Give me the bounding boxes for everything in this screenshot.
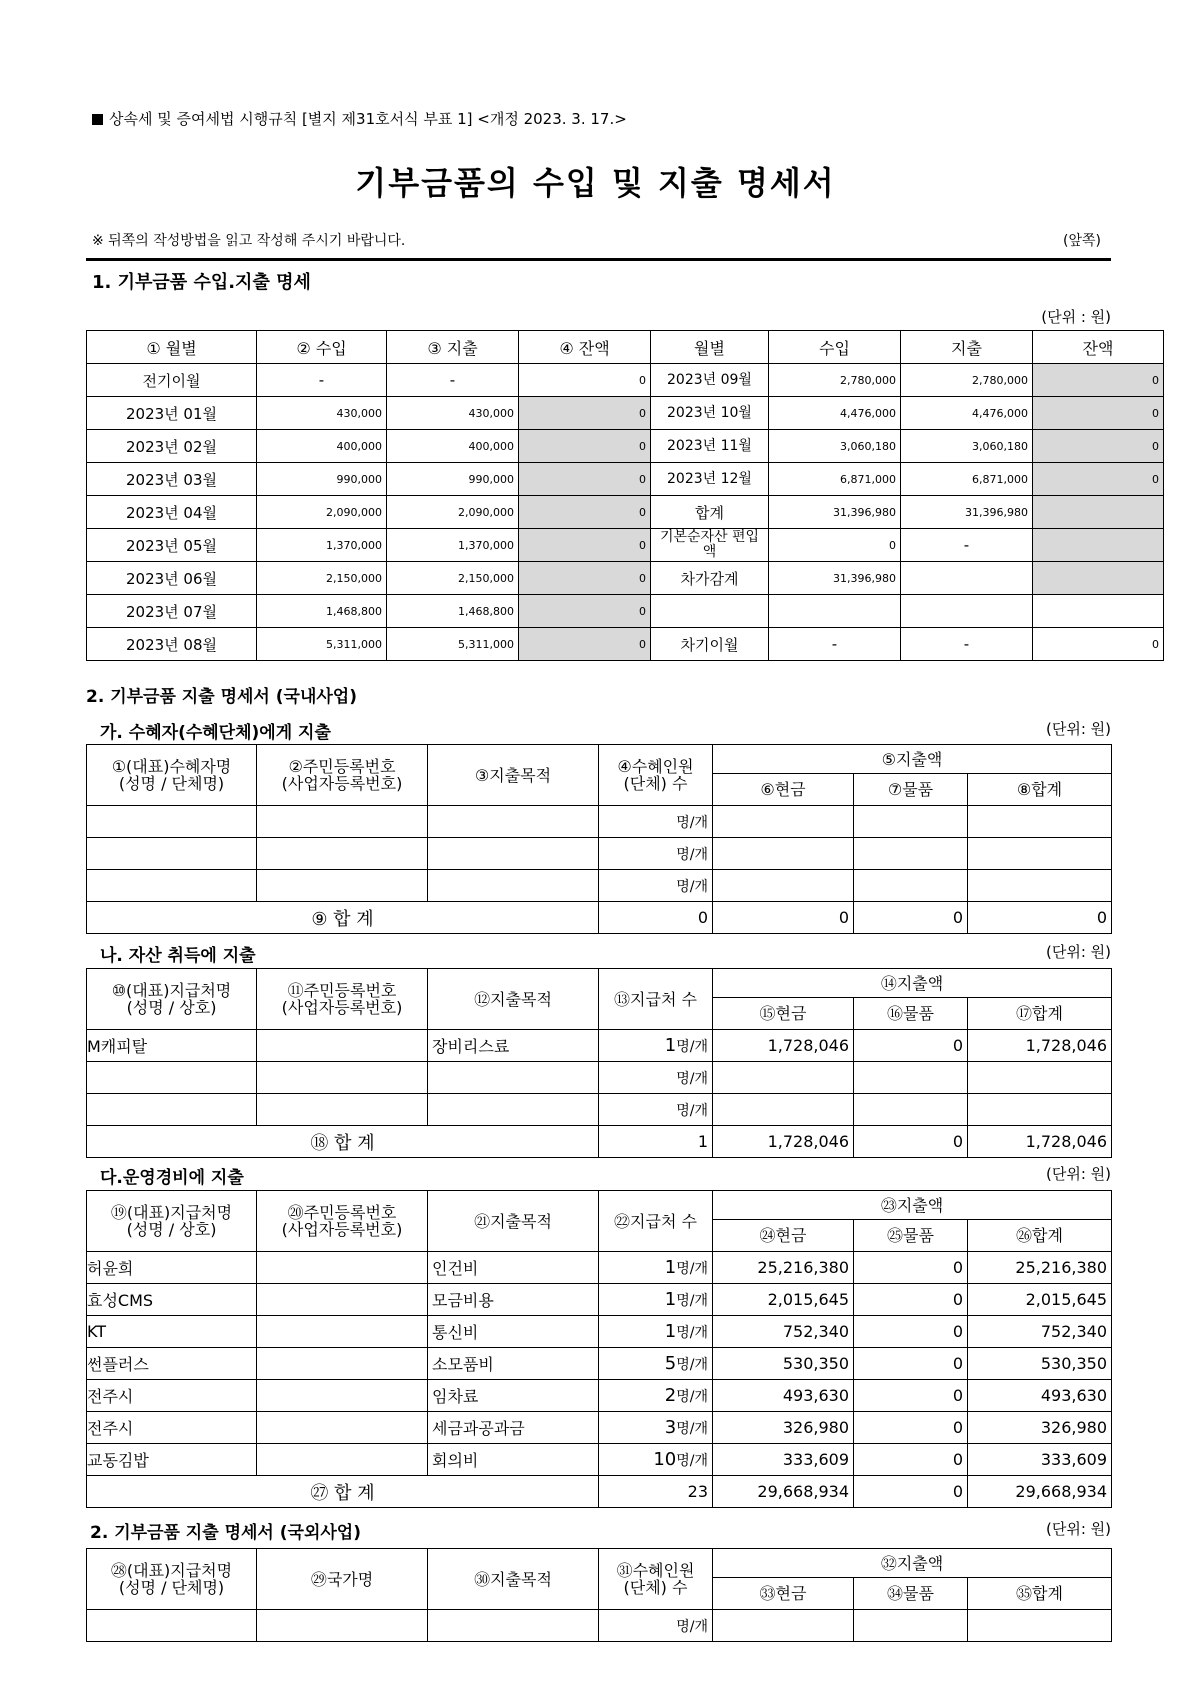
month-cell: 2023년 11월 xyxy=(651,430,769,463)
count-cell: 5명/개 xyxy=(599,1348,713,1380)
section1-unit: (단위 : 원) xyxy=(1041,308,1111,326)
balance-cell: 0 xyxy=(519,496,651,529)
expense-cell: 1,370,000 xyxy=(387,529,519,562)
balance-cell: 0 xyxy=(519,397,651,430)
cash-cell: 333,609 xyxy=(713,1444,854,1476)
balance-cell: 0 xyxy=(519,364,651,397)
income-cell: 3,060,180 xyxy=(769,430,901,463)
payee-name-cell: 썬플러스 xyxy=(87,1348,257,1380)
header-cell: ④ 잔액 xyxy=(519,331,651,364)
header-expense-amount: ㉓지출액 xyxy=(713,1191,1112,1220)
total-sum: 1,728,046 xyxy=(968,1126,1112,1158)
goods-cell: 0 xyxy=(854,1316,968,1348)
header-cell: ② 수입 xyxy=(257,331,387,364)
expense-cell: 5,311,000 xyxy=(387,628,519,661)
income-cell: 6,871,000 xyxy=(769,463,901,496)
count-cell: 10명/개 xyxy=(599,1444,713,1476)
payee-name-cell: 전주시 xyxy=(87,1412,257,1444)
header-payee-name: ⑩(대표)지급처명 (성명 / 상호) xyxy=(87,969,257,1030)
header-beneficiary-count: ㉛수혜인원 (단체) 수 xyxy=(599,1549,713,1610)
sum-cell: 333,609 xyxy=(968,1444,1112,1476)
total-cash: 1,728,046 xyxy=(713,1126,854,1158)
table-row xyxy=(87,1444,1112,1476)
expense-cell: 31,396,980 xyxy=(901,496,1033,529)
header-cash: ㉝현금 xyxy=(713,1578,854,1610)
goods-cell: 0 xyxy=(854,1348,968,1380)
month-cell xyxy=(651,595,769,628)
count-cell: 1명/개 xyxy=(599,1030,713,1062)
purpose-cell: 모금비용 xyxy=(428,1284,599,1316)
expense-cell: 6,871,000 xyxy=(901,463,1033,496)
table-row xyxy=(87,397,1164,430)
page-side-label: (앞쪽) xyxy=(1063,233,1101,249)
income-cell xyxy=(769,595,901,628)
header-expense-amount: ㉜지출액 xyxy=(713,1549,1112,1578)
expense-cell: - xyxy=(387,364,519,397)
month-cell: 차기이월 xyxy=(651,628,769,661)
table-row: 명/개 xyxy=(87,806,1112,838)
month-cell: 차가감계 xyxy=(651,562,769,595)
header-beneficiary-name: ①(대표)수혜자명 (성명 / 단체명) xyxy=(87,745,257,806)
purpose-cell: 세금과공과금 xyxy=(428,1412,599,1444)
section3-unit: (단위: 원) xyxy=(1046,1520,1111,1538)
expense-cell: 2,090,000 xyxy=(387,496,519,529)
total-sum: 0 xyxy=(968,902,1112,934)
header-payee-name: ㉘(대표)지급처명 (성명 / 단체명) xyxy=(87,1549,257,1610)
table-row xyxy=(87,430,1164,463)
total-cash: 0 xyxy=(713,902,854,934)
total-row xyxy=(87,1126,1112,1158)
total-row xyxy=(87,902,1112,934)
sub-c-heading: 다.운영경비에 지출 xyxy=(100,1168,244,1188)
section3-heading: 2. 기부금품 지출 명세서 (국외사업) xyxy=(90,1523,361,1543)
table-row xyxy=(87,496,1164,529)
sub-b-heading: 나. 자산 취득에 지출 xyxy=(100,946,256,966)
total-row xyxy=(87,1476,1112,1508)
table-row xyxy=(87,463,1164,496)
legal-reference xyxy=(92,108,627,129)
table-row xyxy=(87,562,1164,595)
income-cell: 31,396,980 xyxy=(769,562,901,595)
expense-cell: 3,060,180 xyxy=(901,430,1033,463)
month-cell: 2023년 02월 xyxy=(87,430,257,463)
expense-cell: 990,000 xyxy=(387,463,519,496)
header-registration-number: ⑳주민등록번호 (사업자등록번호) xyxy=(257,1191,428,1252)
income-cell: 5,311,000 xyxy=(257,628,387,661)
total-label: ⑱ 합 계 xyxy=(87,1126,599,1158)
sum-cell: 25,216,380 xyxy=(968,1252,1112,1284)
month-cell: 2023년 05월 xyxy=(87,529,257,562)
cash-cell: 25,216,380 xyxy=(713,1252,854,1284)
month-cell: 전기이월 xyxy=(87,364,257,397)
payee-name-cell: M캐피탈 xyxy=(87,1030,257,1062)
income-cell: 31,396,980 xyxy=(769,496,901,529)
month-cell: 기본순자산 편입액 xyxy=(651,529,769,562)
expense-cell: 2,150,000 xyxy=(387,562,519,595)
cash-cell: 752,340 xyxy=(713,1316,854,1348)
balance-cell xyxy=(1033,595,1164,628)
cash-cell: 1,728,046 xyxy=(713,1030,854,1062)
header-divider xyxy=(86,258,1111,261)
section1-heading: 1. 기부금품 수입.지출 명세 xyxy=(92,272,311,293)
goods-cell: 0 xyxy=(854,1252,968,1284)
total-sum: 29,668,934 xyxy=(968,1476,1112,1508)
month-cell: 2023년 08월 xyxy=(87,628,257,661)
total-label: ⑨ 합 계 xyxy=(87,902,599,934)
table-row: 명/개 xyxy=(87,1094,1112,1126)
income-cell: 2,780,000 xyxy=(769,364,901,397)
total-cash: 29,668,934 xyxy=(713,1476,854,1508)
sum-cell: 752,340 xyxy=(968,1316,1112,1348)
balance-cell: 0 xyxy=(1033,430,1164,463)
legal-reference-text: 상속세 및 증여세법 시행규칙 [별지 제31호서식 부표 1] <개정 2023. 3. 17.> xyxy=(109,110,627,128)
income-cell: 990,000 xyxy=(257,463,387,496)
header-registration-number: ⑪주민등록번호 (사업자등록번호) xyxy=(257,969,428,1030)
asset-expense-table xyxy=(86,968,1112,1158)
month-cell: 2023년 03월 xyxy=(87,463,257,496)
header-registration-number: ②주민등록번호 (사업자등록번호) xyxy=(257,745,428,806)
payee-name-cell: 효성CMS xyxy=(87,1284,257,1316)
balance-cell: 0 xyxy=(519,463,651,496)
payee-name-cell: 허윤희 xyxy=(87,1252,257,1284)
expense-cell: - xyxy=(901,529,1033,562)
total-count: 23 xyxy=(599,1476,713,1508)
header-cell: ① 월별 xyxy=(87,331,257,364)
month-cell: 합계 xyxy=(651,496,769,529)
table-row xyxy=(87,1412,1112,1444)
sum-cell: 326,980 xyxy=(968,1412,1112,1444)
total-count: 0 xyxy=(599,902,713,934)
sum-cell: 530,350 xyxy=(968,1348,1112,1380)
purpose-cell: 회의비 xyxy=(428,1444,599,1476)
balance-cell: 0 xyxy=(519,628,651,661)
count-cell: 1명/개 xyxy=(599,1252,713,1284)
header-goods: ㉕물품 xyxy=(854,1220,968,1252)
balance-cell: 0 xyxy=(1033,628,1164,661)
income-cell: 4,476,000 xyxy=(769,397,901,430)
table-row: 명/개 xyxy=(87,1062,1112,1094)
purpose-cell: 장비리스료 xyxy=(428,1030,599,1062)
expense-cell: 2,780,000 xyxy=(901,364,1033,397)
purpose-cell: 통신비 xyxy=(428,1316,599,1348)
header-cell: 잔액 xyxy=(1033,331,1164,364)
section2-heading: 2. 기부금품 지출 명세서 (국내사업) xyxy=(86,687,357,707)
income-cell: - xyxy=(769,628,901,661)
header-sum: ㉟합계 xyxy=(968,1578,1112,1610)
purpose-cell: 임차료 xyxy=(428,1380,599,1412)
count-cell: 3명/개 xyxy=(599,1412,713,1444)
header-sum: ⑧합계 xyxy=(968,774,1112,806)
income-cell: 1,370,000 xyxy=(257,529,387,562)
cash-cell: 2,015,645 xyxy=(713,1284,854,1316)
sub-a-unit: (단위: 원) xyxy=(1046,720,1111,738)
income-cell: - xyxy=(257,364,387,397)
table-row xyxy=(87,1284,1112,1316)
cash-cell: 530,350 xyxy=(713,1348,854,1380)
count-cell: 1명/개 xyxy=(599,1316,713,1348)
expense-cell: 430,000 xyxy=(387,397,519,430)
header-cell: 월별 xyxy=(651,331,769,364)
balance-cell: 0 xyxy=(1033,364,1164,397)
operating-expense-table xyxy=(86,1190,1112,1508)
table-row: 명/개 xyxy=(87,870,1112,902)
header-payee-count: ⑬지급처 수 xyxy=(599,969,713,1030)
header-cell: ③ 지출 xyxy=(387,331,519,364)
expense-cell: 1,468,800 xyxy=(387,595,519,628)
header-goods: ㉞물품 xyxy=(854,1578,968,1610)
table-row: 명/개 xyxy=(87,838,1112,870)
cash-cell: 326,980 xyxy=(713,1412,854,1444)
table-row xyxy=(87,595,1164,628)
table-row xyxy=(87,1348,1112,1380)
header-cash: ㉔현금 xyxy=(713,1220,854,1252)
header-cash: ⑮현금 xyxy=(713,998,854,1030)
month-cell: 2023년 12월 xyxy=(651,463,769,496)
payee-name-cell: 교동김밥 xyxy=(87,1444,257,1476)
header-cell: 수입 xyxy=(769,331,901,364)
expense-cell: 400,000 xyxy=(387,430,519,463)
header-goods: ⑦물품 xyxy=(854,774,968,806)
expense-cell xyxy=(901,595,1033,628)
table-row xyxy=(87,1380,1112,1412)
sum-cell: 493,630 xyxy=(968,1380,1112,1412)
income-expense-table xyxy=(86,330,1164,661)
sub-c-unit: (단위: 원) xyxy=(1046,1165,1111,1183)
header-payee-name: ⑲(대표)지급처명 (성명 / 상호) xyxy=(87,1191,257,1252)
payee-name-cell: KT xyxy=(87,1316,257,1348)
table-row xyxy=(87,628,1164,661)
goods-cell: 0 xyxy=(854,1284,968,1316)
table-row xyxy=(87,1252,1112,1284)
sub-a-heading: 가. 수혜자(수혜단체)에게 지출 xyxy=(100,723,331,743)
income-cell: 400,000 xyxy=(257,430,387,463)
income-cell: 1,468,800 xyxy=(257,595,387,628)
goods-cell: 0 xyxy=(854,1412,968,1444)
header-beneficiary-count: ④수혜인원 (단체) 수 xyxy=(599,745,713,806)
income-cell: 430,000 xyxy=(257,397,387,430)
month-cell: 2023년 01월 xyxy=(87,397,257,430)
total-goods: 0 xyxy=(854,1476,968,1508)
header-purpose: ③지출목적 xyxy=(428,745,599,806)
overseas-expense-table xyxy=(86,1548,1112,1642)
month-cell: 2023년 04월 xyxy=(87,496,257,529)
header-purpose: ㉑지출목적 xyxy=(428,1191,599,1252)
balance-cell: 0 xyxy=(519,430,651,463)
expense-cell: 4,476,000 xyxy=(901,397,1033,430)
beneficiary-expense-table xyxy=(86,744,1112,934)
balance-cell: 0 xyxy=(519,562,651,595)
income-cell: 2,090,000 xyxy=(257,496,387,529)
table-row xyxy=(87,1316,1112,1348)
header-country: ㉙국가명 xyxy=(257,1549,428,1610)
total-goods: 0 xyxy=(854,902,968,934)
total-label: ㉗ 합 계 xyxy=(87,1476,599,1508)
expense-cell: - xyxy=(901,628,1033,661)
payee-name-cell: 전주시 xyxy=(87,1380,257,1412)
balance-cell: 0 xyxy=(1033,463,1164,496)
month-cell: 2023년 10월 xyxy=(651,397,769,430)
header-sum: ㉖합계 xyxy=(968,1220,1112,1252)
goods-cell: 0 xyxy=(854,1380,968,1412)
month-cell: 2023년 09월 xyxy=(651,364,769,397)
total-goods: 0 xyxy=(854,1126,968,1158)
expense-cell xyxy=(901,562,1033,595)
goods-cell: 0 xyxy=(854,1030,968,1062)
header-payee-count: ㉒지급처 수 xyxy=(599,1191,713,1252)
income-cell: 0 xyxy=(769,529,901,562)
table-row: 명/개 xyxy=(87,1610,1112,1642)
table-row xyxy=(87,364,1164,397)
sum-cell: 1,728,046 xyxy=(968,1030,1112,1062)
count-cell: 2명/개 xyxy=(599,1380,713,1412)
balance-cell: 0 xyxy=(1033,397,1164,430)
instruction-note: ※ 뒤쪽의 작성방법을 읽고 작성해 주시기 바랍니다. xyxy=(92,233,406,249)
balance-cell xyxy=(1033,496,1164,529)
header-cell: 지출 xyxy=(901,331,1033,364)
purpose-cell: 인건비 xyxy=(428,1252,599,1284)
balance-cell xyxy=(1033,529,1164,562)
month-cell: 2023년 07월 xyxy=(87,595,257,628)
sum-cell: 2,015,645 xyxy=(968,1284,1112,1316)
header-purpose: ⑫지출목적 xyxy=(428,969,599,1030)
square-bullet-icon xyxy=(92,114,103,125)
table-row xyxy=(87,1030,1112,1062)
month-cell: 2023년 06월 xyxy=(87,562,257,595)
header-cash: ⑥현금 xyxy=(713,774,854,806)
goods-cell: 0 xyxy=(854,1444,968,1476)
count-cell: 1명/개 xyxy=(599,1284,713,1316)
table-row xyxy=(87,529,1164,562)
header-goods: ⑯물품 xyxy=(854,998,968,1030)
header-sum: ⑰합계 xyxy=(968,998,1112,1030)
total-count: 1 xyxy=(599,1126,713,1158)
header-expense-amount: ⑭지출액 xyxy=(713,969,1112,998)
income-cell: 2,150,000 xyxy=(257,562,387,595)
balance-cell: 0 xyxy=(519,529,651,562)
document-title: 기부금품의 수입 및 지출 명세서 xyxy=(355,164,836,202)
balance-cell: 0 xyxy=(519,595,651,628)
header-purpose: ㉚지출목적 xyxy=(428,1549,599,1610)
header-expense-amount: ⑤지출액 xyxy=(713,745,1112,774)
balance-cell xyxy=(1033,562,1164,595)
sub-b-unit: (단위: 원) xyxy=(1046,943,1111,961)
cash-cell: 493,630 xyxy=(713,1380,854,1412)
purpose-cell: 소모품비 xyxy=(428,1348,599,1380)
